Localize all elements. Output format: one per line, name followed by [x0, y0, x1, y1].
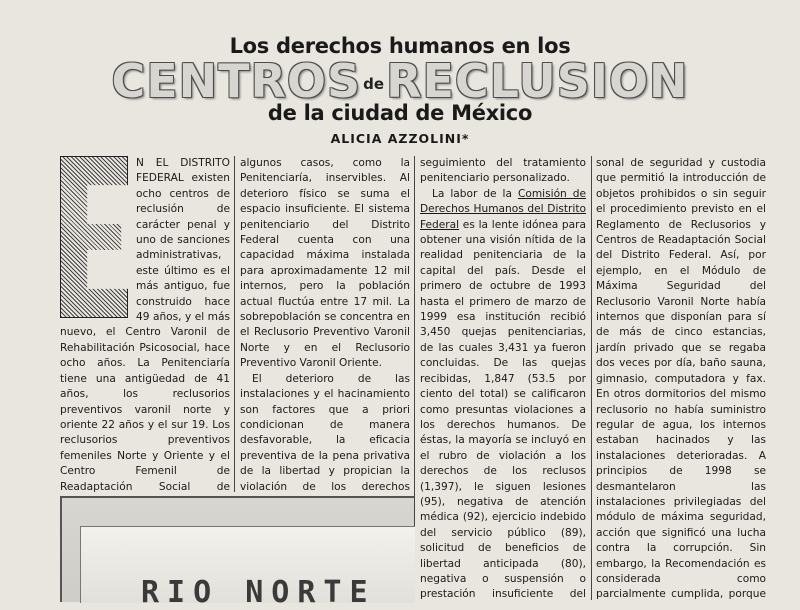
column-divider	[234, 156, 235, 492]
photo-sign-board	[80, 526, 415, 610]
column-2	[240, 156, 410, 502]
article-paragraph: N EL DISTRITO FEDERAL existen ocho centros de reclusión de carácter penal y uno de sanciones administrativas, este último es el más antiguo, fue construido hace 49 años, y el más nuevo, el Centro Varonil de Rehabilitación Psicosocial, hace ocho años. La Penitenciaría tiene una antigüedad de 41 años, los reclusorios preventivos varonil norte y oriente 22 años y el sur 19. Los reclusorios preventivos femeniles Norte y Oriente y el Centro Femenil de Readaptación Social de	[60, 157, 230, 492]
article-paragraph: El deterioro de las instalaciones y el hacinamiento son factores que a priori condicionan de manera desfavorable, la eficacia preventiva de la pena privativa de la libertad y propician la violación de los derechos	[240, 372, 410, 493]
photo-sign-text: RIO NORTE	[141, 575, 376, 610]
column-4	[596, 156, 766, 600]
title-subhead: de la ciudad de México	[267, 101, 533, 125]
author-byline: ALICIA AZZOLINI*	[330, 131, 470, 146]
prison-photo	[60, 496, 414, 610]
title-headline	[0, 54, 800, 108]
article-paragraph: sonal de seguridad y custodia que permitió la introducción de objetos prohibidos o sin seguir el procedimiento previsto en el Reglamento de Reclusorios y Centros de Readaptación Social del Distrito Federal. Así, por ejemplo, en el Módulo de Máxima Seguridad del Reclusorio Varonil Norte había internos que disponían para sí de más de cinco estancias, jardín privado que se regaba dos veces por día, baño sauna, gimnasio, computadora y fax. En otros dormitorios del mismo reclusorio no había suministro regular de agua, los internos estaban hacinados y las instalaciones deterioradas. A principios de 1998 se desmantelaron las instalaciones privilegiadas del módulo de máxima seguridad, acción que significó una lucha contra la corrupción. Sin embargo, la Recomendación es considerada como parcialmente cumplida, porque	[596, 157, 766, 600]
column-divider	[591, 156, 592, 600]
headline-reclusion: RECLUSION	[386, 54, 689, 108]
title-kicker: Los derechos humanos en los	[229, 34, 571, 58]
headline-de: de	[363, 75, 385, 93]
column-3	[420, 156, 586, 602]
article-paragraph	[420, 187, 586, 602]
paragraph-text: es la lente idónea para obtener una visión nítida de la realidad penitenciaria de la capital del país. Desde el primero de octubre de 1993 hasta el primero de marzo de 1999 esa institución recibió 3,450 quejas penitenciarias, de las cuales 3,431 ya fueron concluidas. De las quejas recibidas, 1,847 (53.5 por ciento del total) se calificaron como presuntas violaciones a los derechos humanos. De éstas, la mayoría se incluyó en el rubro de violación a los derechos de los reclusos (1,397), le siguen lesiones (95), negativa de atención médica (92), ejercicio indebido del servicio público (89), solicitud de beneficios de libertad anticipada (80), negativa o suspensión o prestación insuficiente del	[420, 218, 586, 601]
paragraph-text: La labor de la	[432, 187, 518, 200]
headline-centros: CENTROS	[111, 54, 362, 108]
drop-cap-e	[60, 156, 128, 318]
article-paragraph: algunos casos, como la Penitenciaría, inservibles. Al deterioro físico se suma el espacio insuficiente. El sistema penitenciario del Distrito Federal cuenta con una capacidad máxima instalada para aproximadamente 12 mil internos, pero la población actual fluctúa entre 17 mil. La sobrepoblación se concentra en el Reclusorio Preventivo Varonil Norte y en el Reclusorio Preventivo Varonil Oriente.	[240, 157, 410, 370]
article-paragraph: seguimiento del tratamiento penitenciario personalizado.	[420, 157, 586, 185]
cdhdf-link[interactable]: Comisión de Derechos Humanos del Distrito Federal	[420, 187, 586, 231]
column-1	[60, 156, 230, 492]
